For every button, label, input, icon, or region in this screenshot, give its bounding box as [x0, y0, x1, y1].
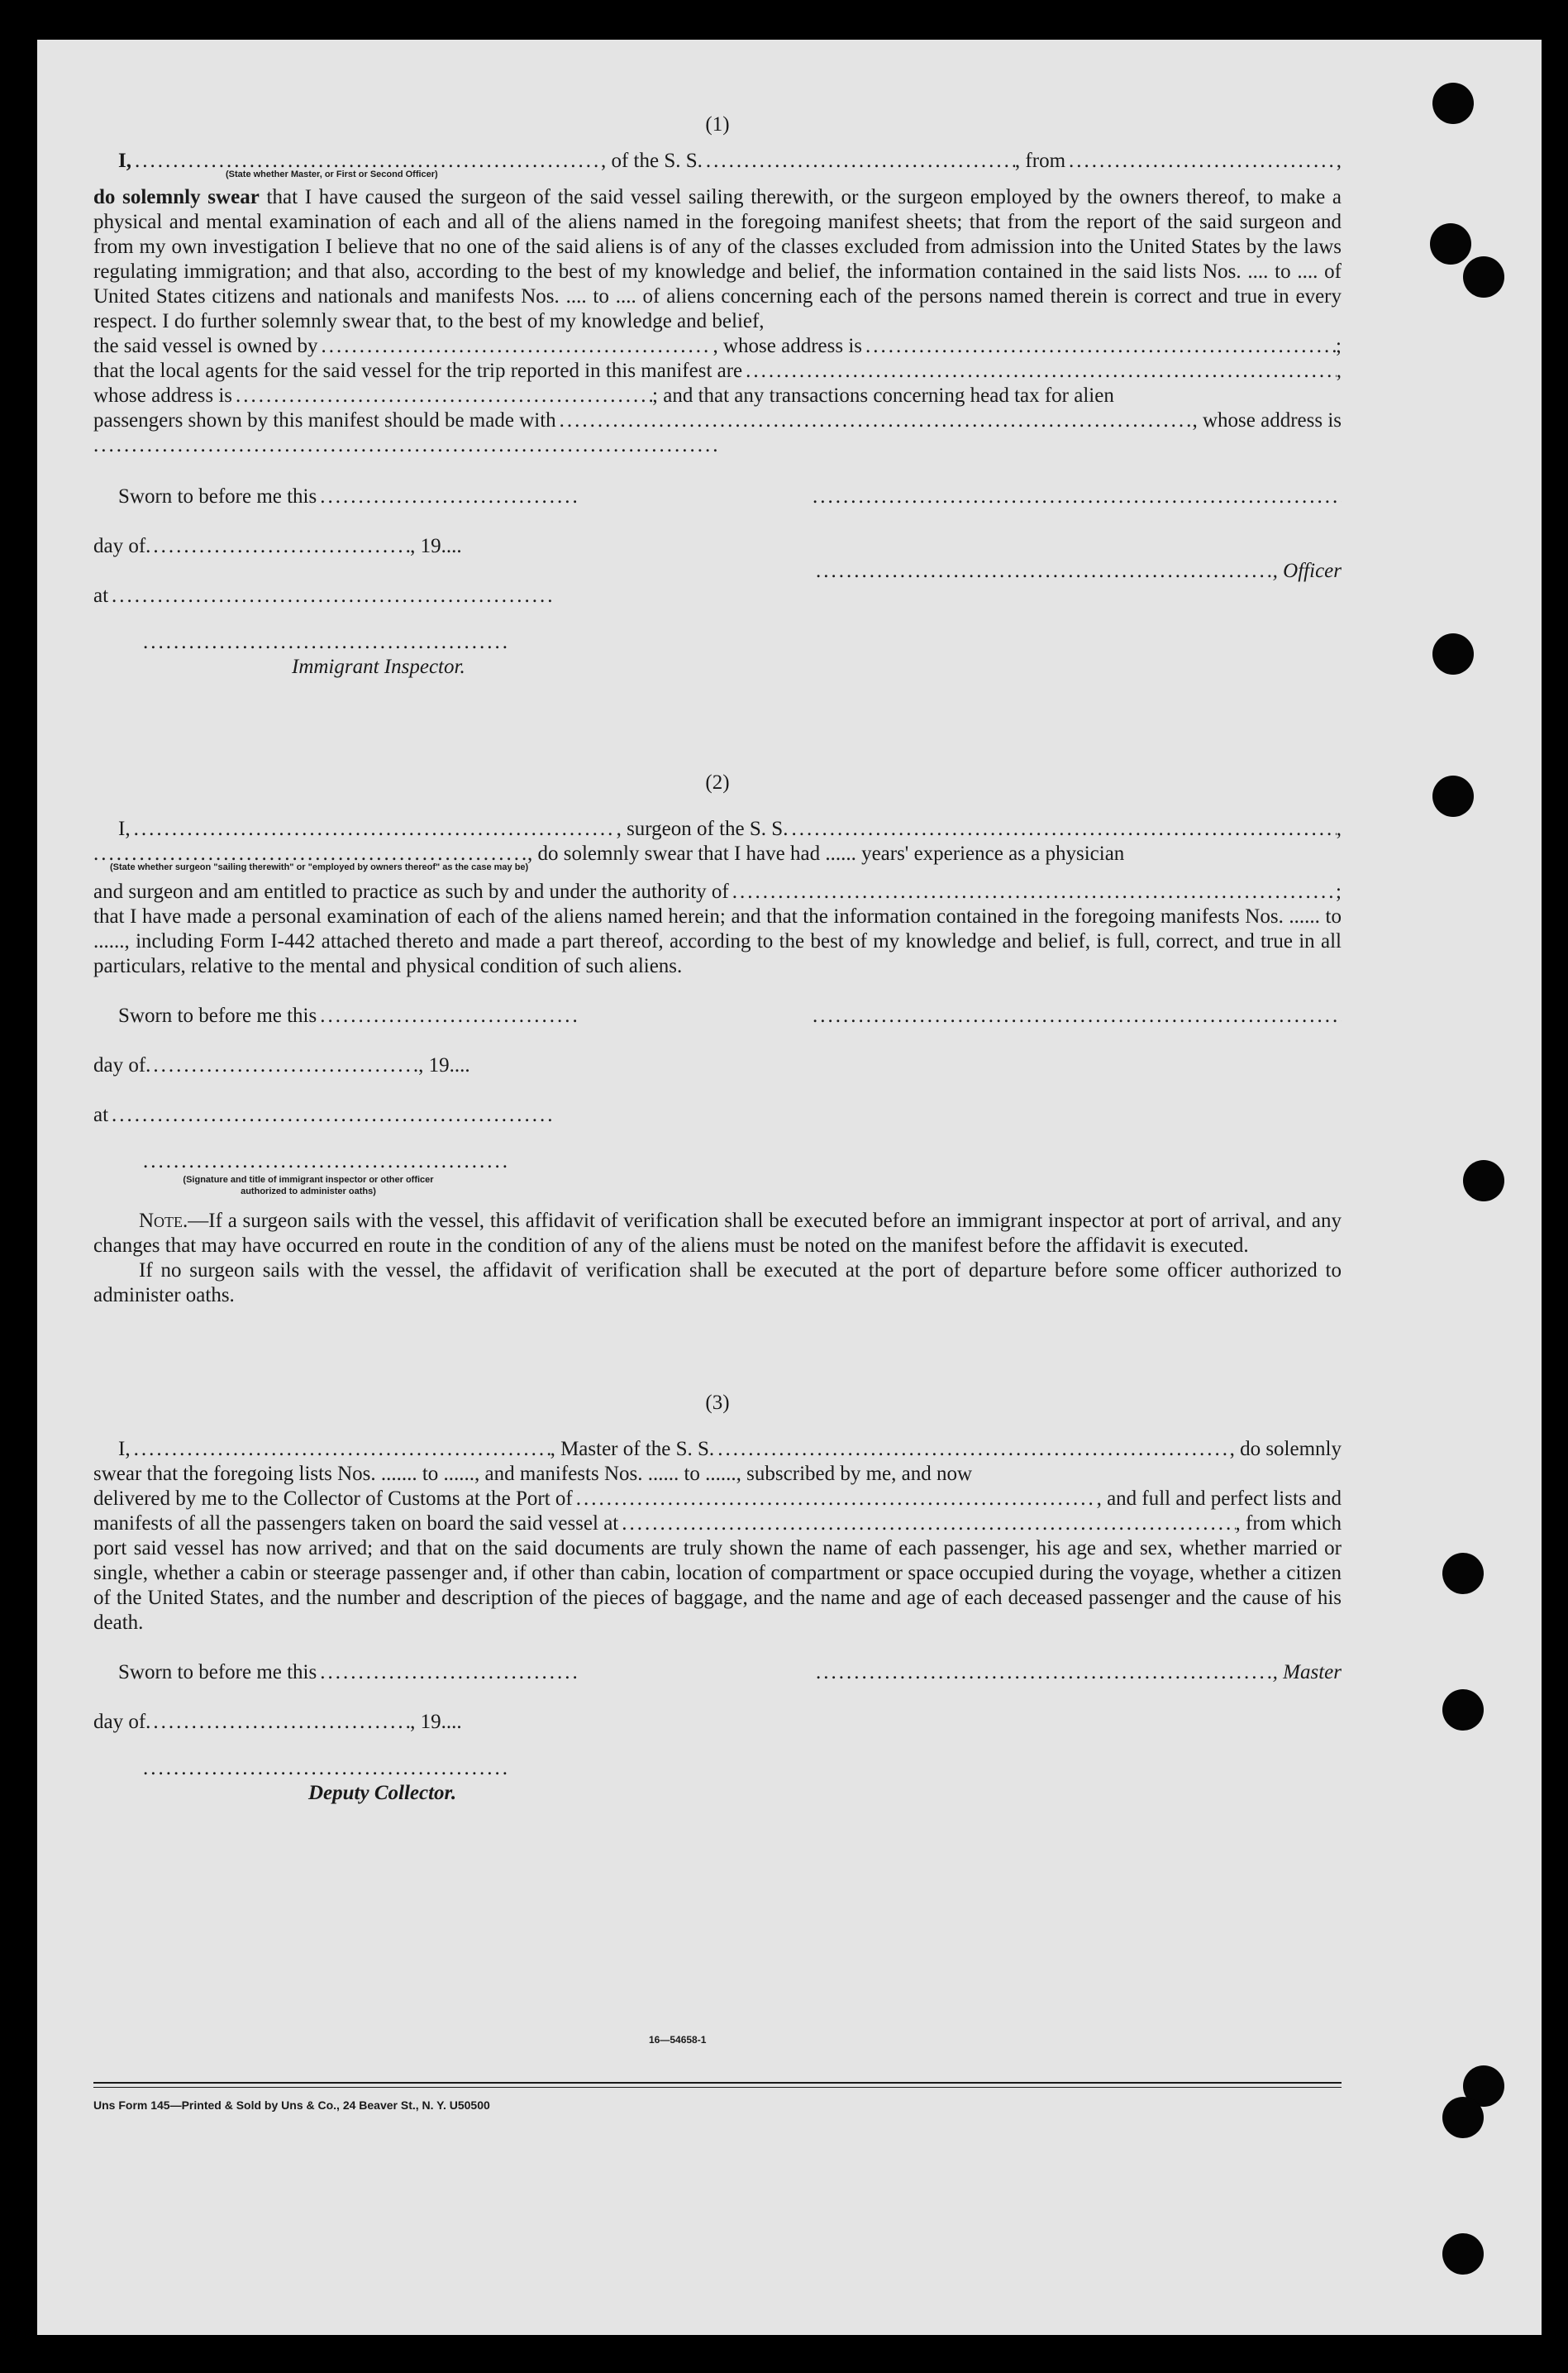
- section-number: (1): [705, 113, 730, 136]
- blank-field[interactable]: [618, 1511, 1235, 1536]
- day-row: day of ..... , 19....: [93, 534, 1342, 559]
- at-row: at .....: [93, 1103, 556, 1128]
- blank-field[interactable]: [573, 1487, 1097, 1511]
- signature-field[interactable]: [143, 630, 507, 655]
- binder-hole: [1432, 776, 1474, 817]
- note-paragraph: Note.—If a surgeon sails with the vessel, this affidavit of verification shall be executed before an immigrant inspector at port of arrival, and any changes that may have occurred en route in the condition of any of the aliens must be noted on the manifest before the affidavit is executed.: [93, 1210, 1342, 1257]
- field-note: (State whether Master, or First or Second Officer): [226, 170, 438, 179]
- blank-field[interactable]: [317, 1004, 581, 1029]
- sworn-row: Sworn to before me this ..... .....: [93, 1004, 1342, 1029]
- binder-hole: [1442, 1689, 1484, 1731]
- blank-field[interactable]: [862, 334, 1336, 359]
- binder-hole: [1463, 1160, 1504, 1201]
- master-body: swear that the foregoing lists Nos. ....... to ......, and manifests Nos. ...... to ......, subscribed by me, and now: [93, 1463, 973, 1485]
- section-number: (3): [705, 1392, 730, 1414]
- binder-hole: [1432, 83, 1474, 124]
- form-content: (1) I, ..... , of the S. S. ..... , from ..... , (State whether Master, or First or Second Officer) do solemnly swear that I have caused the surgeon of the said vessel sailing therewith, or the surgeon employed by the owners thereof, to make a physical and mental examination of each and all of the aliens named in the foregoing manifest sheets; that from the report of the said surgeon and from my own investigation I believe that no one of the said aliens is of any of the classes excluded from admission into the United States by the laws regulating immigration; and that also, according to the best of my knowledge and belief, the information contained in the said lists Nos. .... to .... of United States citizens and nationals and manifests Nos. .... to .... of aliens concerning each of the persons named therein is correct and true in every respect. I do further solemnly swear that, to the best of my knowledge and belief, the said vessel is owned by ..... , whose address is ..... ; that the local agents for the said vessel for the trip reported in this manifest are ..... , whose address is ..... ; and that any transactions concerning head tax for alien passengers shown by this manifest should be made with ..... , whose address is ..... Sworn to before me this ..... ..... day of ..... , 19.... ..... , Officer at ..... ..... Immigrant Inspector. (2) I, ..... , surgeon of the S. S. ..... , ..... , do solemnly swear that I have had ...... years' experience as a physician (State whether surgeon "sailing therewith" or "employed by owners thereof" as the case may be) and surgeon and am entitled to practice as such by and under the authority of ..... ; that I have made a personal examination of each of the aliens named herein; and that the information contained in the foregoing manifests Nos. ...... to ......, including Form I-442 attached thereto and made a part thereof, according to the best of my knowledge and belief, is full, correct, and true in all particulars, relative to the mental and physical condition of such aliens. Sworn to before me this ..... ..... day of ..... , 19.... at ..... ..... (Signature and title of immigrant inspector or other officer authorized to administer oaths) Note.—If a surgeon sails with the vessel, this affidavit of verification shall be executed before an immigrant inspector at port of arrival, and any changes that may have occurred en route in the condition of any of the aliens must be noted on the manifest before the affidavit is executed. If no surgeon sails with the vessel, the affidavit of verification shall be executed at the port of departure before some officer authorized to administer oaths. (3) I, ..... , Master of the S. S. ..... , do solemnly swear that the foregoing lists Nos. ....... to ......, and manifests Nos. ...... to ......, subscribed by me, and now delivered by me to the Collector of Customs at the Port of ..... , and full and perfect lists and manifests of all the passengers taken on board the said vessel at ..... , from which port said vessel has now arrived; and that on the said documents are truly shown the name of each passenger, his age and sex, whether married or single, whether a cabin or steerage passenger and, if other than cabin, location of compartment or space occupied during the voyage, whether a citizen of the United States, and the number and description of the pieces of baggage, and the name and age of each deceased passenger and the cause of his death. Sworn to before me this ..... ..... , Master day of ..... , 19.... ..... Deputy Collector.: [93, 112, 1342, 1806]
- blank-field[interactable]: [1065, 149, 1337, 174]
- blank-field[interactable]: [93, 433, 722, 458]
- note-paragraph: If no surgeon sails with the vessel, the affidavit of verification shall be executed at the port of departure before some officer authorized to administer oaths.: [93, 1259, 1342, 1306]
- sworn-row: Sworn to before me this ..... ..... , Master: [93, 1660, 1342, 1685]
- binder-hole: [1442, 2097, 1484, 2138]
- inspector-title: Immigrant Inspector.: [292, 656, 465, 678]
- signature-field[interactable]: [813, 1660, 1273, 1685]
- blank-field[interactable]: [788, 817, 1336, 842]
- owner-line: the said vessel is owned by ..... , whose address is ..... ;: [93, 334, 1342, 359]
- oath-line: I, ..... , of the S. S. ..... , from ..... ,: [93, 149, 1342, 174]
- binder-hole: [1432, 633, 1474, 675]
- footer-rule: [93, 2082, 1342, 2084]
- sworn-row: Sworn to before me this ..... .....: [93, 485, 1342, 509]
- blank-field[interactable]: [742, 359, 1337, 384]
- print-code: 16—54658-1: [649, 2034, 707, 2046]
- day-row: day of ..... , 19....: [93, 1053, 556, 1078]
- master-body: port said vessel has now arrived; and that on the said documents are truly shown the name of each passenger, his age and sex, whether married or single, whether a cabin or steerage passenger and, if other than cabin, location of compartment or space occupied during the voyage, whether a citizen of the United States, and the number and description of the pieces of baggage, and the name and age of each deceased passenger and the cause of his death.: [93, 1537, 1342, 1634]
- signature-field[interactable]: [143, 1756, 507, 1781]
- master-line: I, ..... , Master of the S. S. ..... , do solemnly: [93, 1437, 1342, 1462]
- day-row: day of ..... , 19....: [93, 1710, 556, 1735]
- surgeon-body: that I have made a personal examination of each of the aliens named herein; and that the information contained in the foregoing manifests Nos. ...... to ......, including Form I-442 attached thereto and made a part thereof, according to the best of my knowledge and belief, is full, correct, and true in all particulars, relative to the mental and physical condition of such aliens.: [93, 905, 1342, 977]
- binder-hole: [1463, 256, 1504, 298]
- experience-line: ..... , do solemnly swear that I have had ...... years' experience as a physician: [93, 842, 1342, 867]
- blank-field[interactable]: [131, 817, 617, 842]
- signature-note: (Signature and title of immigrant inspector or other officer authorized to administer oaths): [183, 1175, 434, 1196]
- signature-field[interactable]: [813, 559, 1273, 584]
- oath-body: do solemnly swear that I have caused the surgeon of the said vessel sailing therewith, or the surgeon employed by the owners thereof, to make a physical and mental examination of each and all of the aliens named in the foregoing manifest sheets; that from the report of the said surgeon and from my own investigation I believe that no one of the said aliens is of any of the classes excluded from admission into the United States by the laws regulating immigration; and that also, according to the best of my knowledge and belief, the information contained in the said lists Nos. .... to .... of United States citizens and nationals and manifests Nos. .... to .... of aliens concerning each of the persons named therein is correct and true in every respect. I do further solemnly swear that, to the best of my knowledge and belief,: [93, 186, 1342, 332]
- field-note: (State whether surgeon "sailing therewith" or "employed by owners thereof" as the case may be): [110, 862, 529, 872]
- blank-field[interactable]: [108, 584, 556, 609]
- deputy-title: Deputy Collector.: [308, 1782, 457, 1804]
- printer-imprint: Uns Form 145—Printed & Sold by Uns & Co., 24 Beaver St., N. Y. U50500: [93, 2098, 490, 2112]
- signature-field[interactable]: [813, 1004, 1342, 1029]
- blank-field[interactable]: [108, 1103, 556, 1128]
- agents-line: that the local agents for the said vessel for the trip reported in this manifest are ..... ,: [93, 359, 1342, 384]
- section-number: (2): [705, 771, 730, 794]
- document-page: [37, 40, 1542, 2335]
- blank-field[interactable]: [145, 1710, 410, 1735]
- binder-hole: [1430, 223, 1471, 265]
- whose-line: whose address is ..... ; and that any transactions concerning head tax for alien: [93, 384, 1342, 408]
- manifests-line: manifests of all the passengers taken on board the said vessel at ..... , from which: [93, 1511, 1342, 1536]
- footer-rule: [93, 2087, 1342, 2088]
- blank-field[interactable]: [703, 149, 1015, 174]
- binder-hole: [1442, 2233, 1484, 2275]
- blank-field[interactable]: [317, 334, 713, 359]
- blank-field[interactable]: [714, 1437, 1229, 1462]
- blank-field[interactable]: [131, 1437, 550, 1462]
- blank-field[interactable]: [232, 384, 652, 408]
- blank-field[interactable]: [729, 880, 1336, 905]
- passengers-line: passengers shown by this manifest should be made with ..... , whose address is: [93, 408, 1342, 433]
- signature-field[interactable]: [143, 1149, 507, 1174]
- port-line: delivered by me to the Collector of Customs at the Port of ..... , and full and perfect lists and: [93, 1487, 1342, 1511]
- binder-hole: [1442, 1553, 1484, 1594]
- blank-field[interactable]: [317, 1660, 581, 1685]
- blank-field[interactable]: [317, 485, 581, 509]
- at-row: at .....: [93, 584, 556, 609]
- authority-line: and surgeon and am entitled to practice as such by and under the authority of ..... ;: [93, 880, 1342, 905]
- blank-field[interactable]: [556, 408, 1193, 433]
- signature-field[interactable]: [813, 485, 1342, 509]
- blank-field[interactable]: [145, 1053, 418, 1078]
- surgeon-line: I, ..... , surgeon of the S. S. ..... ,: [93, 817, 1342, 842]
- blank-field[interactable]: [145, 534, 410, 559]
